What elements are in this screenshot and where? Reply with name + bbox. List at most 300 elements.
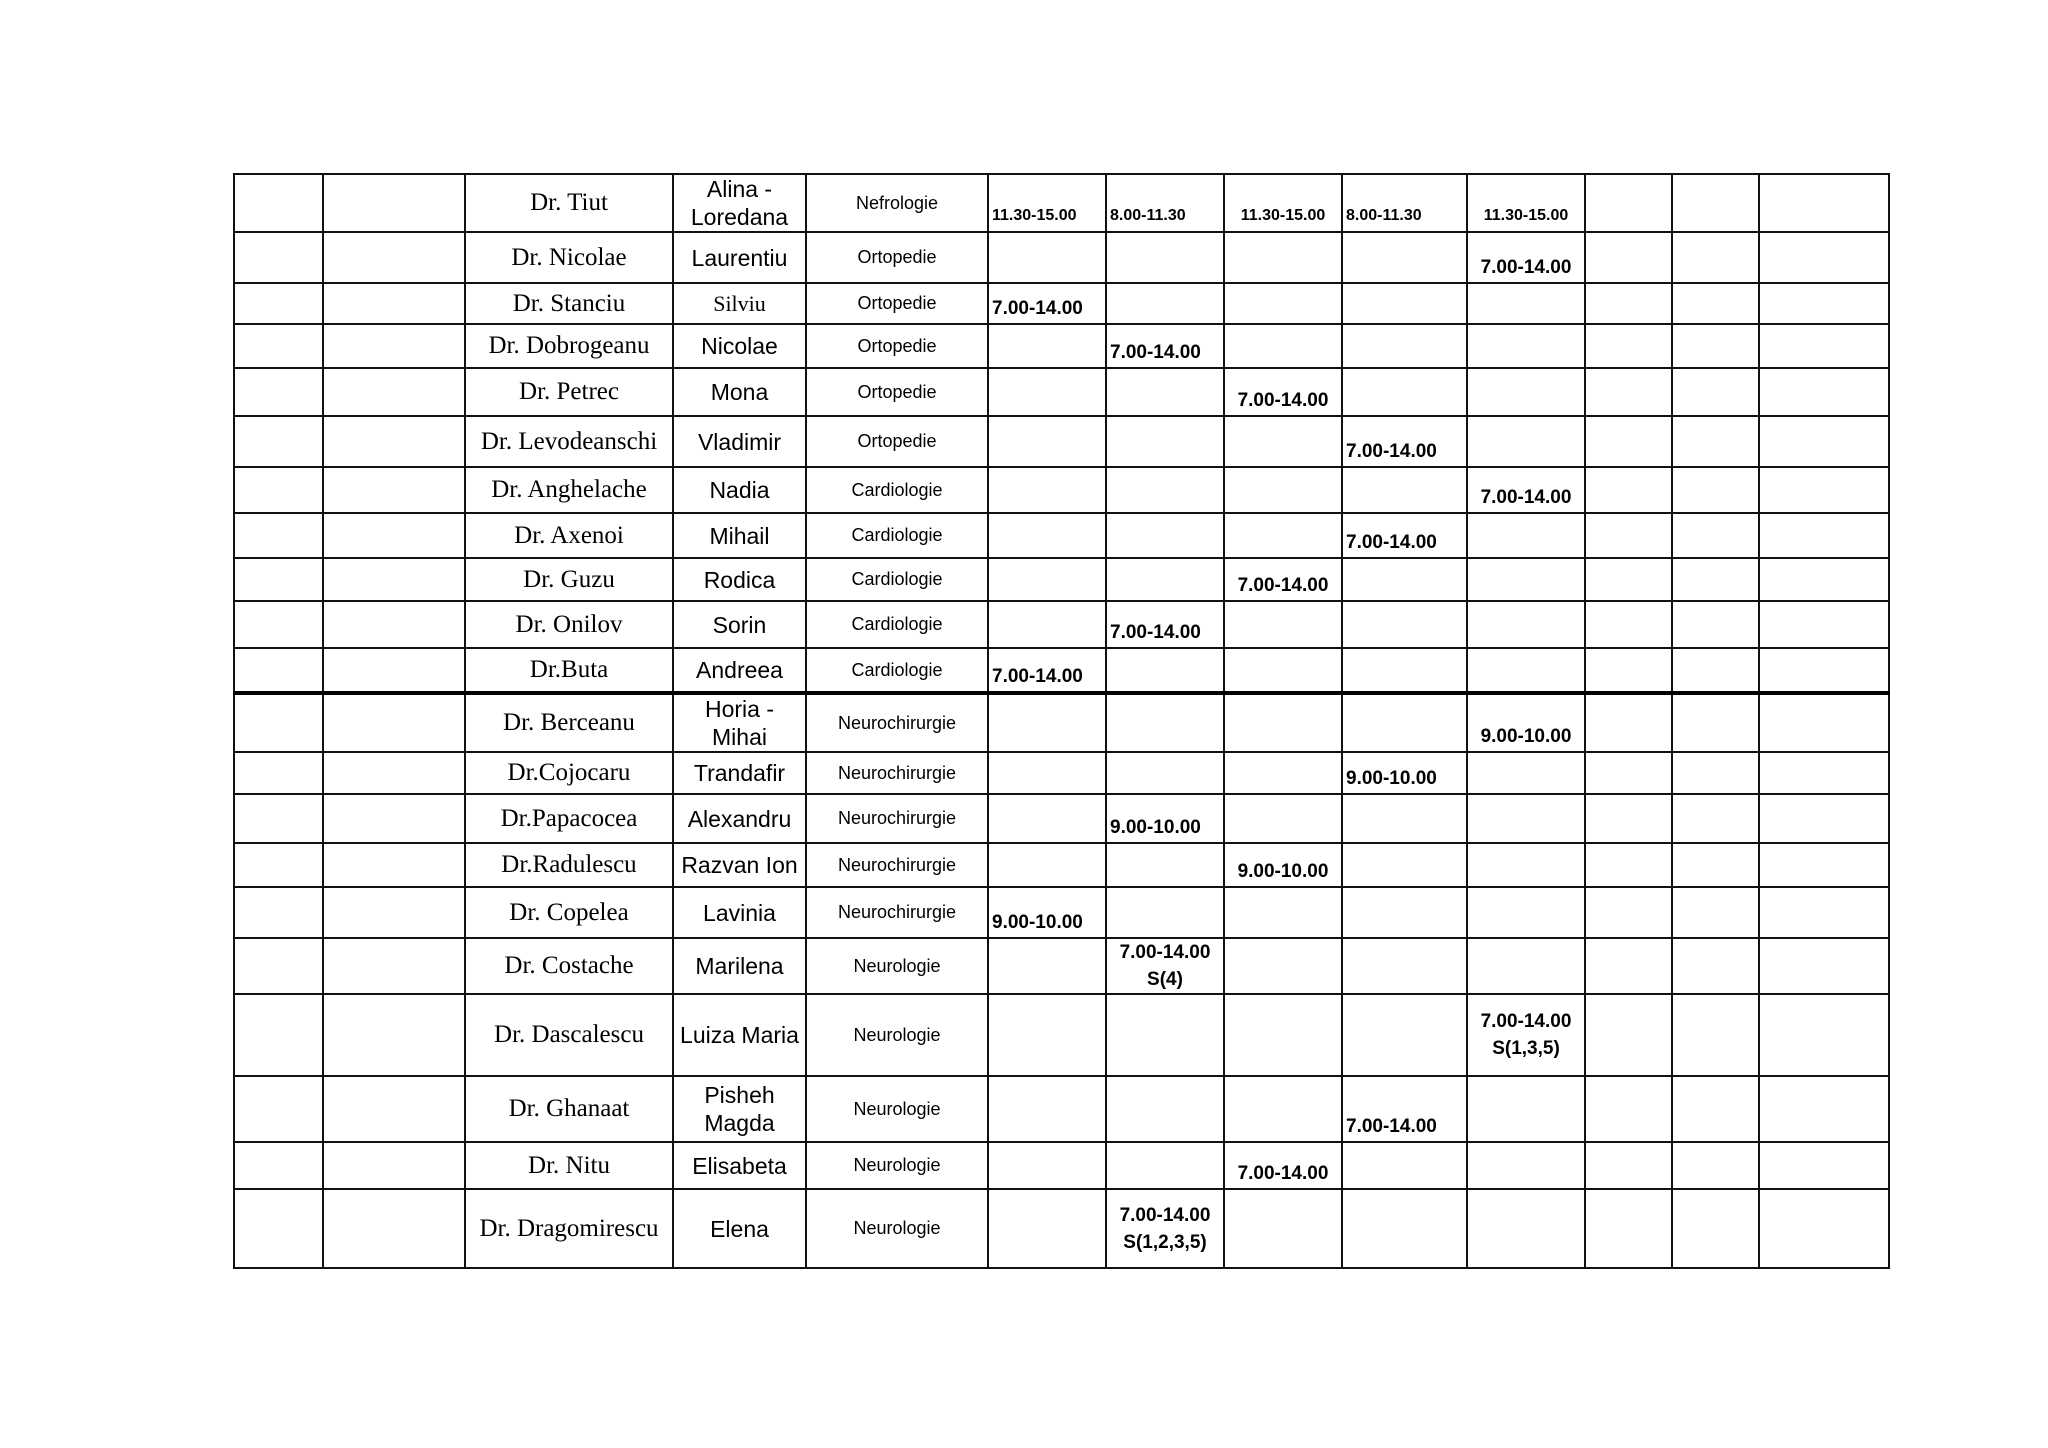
table-row bbox=[234, 1189, 1889, 1268]
schedule-hours: 11.30-15.00 bbox=[992, 207, 1077, 224]
schedule-cell bbox=[1106, 416, 1224, 467]
doctor-name: Dr.Cojocaru bbox=[465, 752, 673, 794]
doctor-name: Dr. Dobrogeanu bbox=[465, 324, 673, 368]
doctor-first-name: Mona bbox=[673, 368, 806, 416]
schedule-cell bbox=[1106, 558, 1224, 601]
doctor-first-name: Sorin bbox=[673, 601, 806, 648]
doctor-first-name: Andreea bbox=[673, 648, 806, 693]
schedule-hours: 11.30-15.00 bbox=[1483, 207, 1569, 224]
doctor-first-name: Razvan Ion bbox=[673, 843, 806, 887]
schedule-hours: 8.00-11.30 bbox=[1346, 207, 1422, 224]
specialty: Nefrologie bbox=[806, 174, 988, 232]
doctor-name: Dr. Levodeanschi bbox=[465, 416, 673, 467]
blank-cell bbox=[1672, 368, 1759, 416]
schedule-cell bbox=[1224, 938, 1342, 994]
blank-cell bbox=[234, 794, 323, 843]
blank-cell bbox=[1672, 693, 1759, 752]
schedule-cell bbox=[1467, 174, 1585, 232]
schedule-cell bbox=[1342, 467, 1467, 513]
blank-cell bbox=[234, 887, 323, 938]
blank-cell bbox=[323, 283, 465, 324]
schedule-cell bbox=[988, 994, 1106, 1076]
schedule-cell bbox=[1342, 843, 1467, 887]
blank-cell bbox=[1759, 416, 1889, 467]
schedule-cell bbox=[1467, 416, 1585, 467]
blank-cell bbox=[1672, 1076, 1759, 1142]
schedule-cell bbox=[1467, 648, 1585, 693]
blank-cell bbox=[1585, 558, 1672, 601]
schedule-cell bbox=[1106, 1076, 1224, 1142]
schedule-cell bbox=[1106, 283, 1224, 324]
blank-cell bbox=[1585, 324, 1672, 368]
schedule-cell bbox=[1224, 232, 1342, 283]
blank-cell bbox=[234, 558, 323, 601]
specialty: Cardiologie bbox=[806, 558, 988, 601]
schedule-cell bbox=[988, 416, 1106, 467]
doctor-first-name: Pisheh Magda bbox=[673, 1076, 806, 1142]
blank-cell bbox=[1672, 794, 1759, 843]
schedule-cell bbox=[1106, 513, 1224, 558]
blank-cell bbox=[1759, 174, 1889, 232]
blank-cell bbox=[1585, 174, 1672, 232]
specialty: Ortopedie bbox=[806, 416, 988, 467]
table-row bbox=[234, 558, 1889, 601]
schedule-cell bbox=[1106, 601, 1224, 648]
schedule-cell bbox=[988, 368, 1106, 416]
schedule-cell bbox=[988, 843, 1106, 887]
schedule-cell bbox=[1224, 1142, 1342, 1189]
doctor-first-name: Alexandru bbox=[673, 794, 806, 843]
schedule-cell bbox=[1106, 887, 1224, 938]
blank-cell bbox=[234, 174, 323, 232]
schedule-hours: 9.00-10.00 bbox=[1480, 726, 1572, 747]
blank-cell bbox=[234, 601, 323, 648]
schedule-hours: 9.00-10.00 bbox=[1237, 861, 1329, 882]
schedule-cell bbox=[1224, 324, 1342, 368]
blank-cell bbox=[1759, 1189, 1889, 1268]
schedule-cell bbox=[1224, 601, 1342, 648]
doctor-first-name: Trandafir bbox=[673, 752, 806, 794]
doctor-name: Dr. Axenoi bbox=[465, 513, 673, 558]
blank-cell bbox=[234, 843, 323, 887]
specialty: Neurochirurgie bbox=[806, 752, 988, 794]
schedule-hours: 11.30-15.00 bbox=[1240, 207, 1326, 224]
blank-cell bbox=[1672, 513, 1759, 558]
schedule-cell bbox=[1467, 1142, 1585, 1189]
blank-cell bbox=[234, 1142, 323, 1189]
table-row bbox=[234, 994, 1889, 1076]
schedule-hours: 7.00-14.00 bbox=[1346, 1116, 1437, 1137]
blank-cell bbox=[323, 513, 465, 558]
blank-cell bbox=[234, 938, 323, 994]
table-row bbox=[234, 324, 1889, 368]
schedule-cell bbox=[1106, 693, 1224, 752]
schedule-cell bbox=[988, 324, 1106, 368]
blank-cell bbox=[1585, 232, 1672, 283]
blank-cell bbox=[1585, 887, 1672, 938]
schedule-hours: 7.00-14.00 bbox=[1346, 532, 1437, 553]
doctor-name: Dr. Berceanu bbox=[465, 693, 673, 752]
blank-cell bbox=[1672, 416, 1759, 467]
schedule-cell bbox=[1342, 938, 1467, 994]
doctor-first-name: Laurentiu bbox=[673, 232, 806, 283]
schedule-hours: 7.00-14.00 bbox=[1110, 622, 1201, 643]
specialty: Neurochirurgie bbox=[806, 693, 988, 752]
blank-cell bbox=[323, 752, 465, 794]
schedule-cell bbox=[1467, 887, 1585, 938]
schedule-cell bbox=[1224, 843, 1342, 887]
specialty: Ortopedie bbox=[806, 368, 988, 416]
schedule-cell bbox=[1467, 752, 1585, 794]
table-row bbox=[234, 648, 1889, 693]
schedule-cell bbox=[988, 283, 1106, 324]
blank-cell bbox=[1672, 174, 1759, 232]
schedule-cell bbox=[1467, 283, 1585, 324]
schedule-cell bbox=[1342, 693, 1467, 752]
doctor-name: Dr. Tiut bbox=[465, 174, 673, 232]
blank-cell bbox=[323, 1189, 465, 1268]
blank-cell bbox=[323, 174, 465, 232]
schedule-cell bbox=[1224, 887, 1342, 938]
schedule-cell bbox=[988, 558, 1106, 601]
schedule-hours: 7.00-14.00 bbox=[1480, 257, 1572, 278]
doctor-name: Dr.Buta bbox=[465, 648, 673, 693]
doctor-name: Dr. Stanciu bbox=[465, 283, 673, 324]
schedule-cell bbox=[1342, 794, 1467, 843]
blank-cell bbox=[1672, 324, 1759, 368]
blank-cell bbox=[1585, 601, 1672, 648]
blank-cell bbox=[1585, 752, 1672, 794]
schedule-cell bbox=[1106, 324, 1224, 368]
blank-cell bbox=[323, 648, 465, 693]
schedule-hours: 8.00-11.30 bbox=[1110, 207, 1186, 224]
blank-cell bbox=[234, 283, 323, 324]
blank-cell bbox=[1759, 467, 1889, 513]
schedule-hours: 9.00-10.00 bbox=[1110, 817, 1201, 838]
blank-cell bbox=[1759, 843, 1889, 887]
blank-cell bbox=[323, 994, 465, 1076]
blank-cell bbox=[1759, 938, 1889, 994]
blank-cell bbox=[1759, 513, 1889, 558]
table-row bbox=[234, 794, 1889, 843]
table-row bbox=[234, 693, 1889, 752]
schedule-cell bbox=[1467, 794, 1585, 843]
schedule-cell bbox=[1106, 368, 1224, 416]
schedule-cell bbox=[1224, 283, 1342, 324]
schedule-cell bbox=[988, 1189, 1106, 1268]
blank-cell bbox=[1585, 938, 1672, 994]
doctor-name: Dr. Copelea bbox=[465, 887, 673, 938]
blank-cell bbox=[1759, 648, 1889, 693]
schedule-hours: 7.00-14.00 bbox=[992, 298, 1083, 319]
schedule-hours: 7.00-14.00 bbox=[1346, 441, 1437, 462]
doctor-name: Dr. Dascalescu bbox=[465, 994, 673, 1076]
schedule-cell bbox=[1467, 994, 1585, 1076]
schedule-cell bbox=[1106, 843, 1224, 887]
table-row bbox=[234, 416, 1889, 467]
schedule-cell bbox=[1224, 1189, 1342, 1268]
specialty: Neurologie bbox=[806, 938, 988, 994]
schedule-hours: 7.00-14.00 bbox=[1237, 390, 1329, 411]
blank-cell bbox=[1759, 693, 1889, 752]
blank-cell bbox=[323, 1142, 465, 1189]
schedule-cell bbox=[988, 232, 1106, 283]
doctor-name: Dr. Onilov bbox=[465, 601, 673, 648]
specialty: Ortopedie bbox=[806, 283, 988, 324]
doctor-first-name: Nicolae bbox=[673, 324, 806, 368]
schedule-cell bbox=[1467, 513, 1585, 558]
table-row bbox=[234, 467, 1889, 513]
blank-cell bbox=[1759, 794, 1889, 843]
blank-cell bbox=[323, 467, 465, 513]
blank-cell bbox=[1672, 994, 1759, 1076]
blank-cell bbox=[1759, 1076, 1889, 1142]
specialty: Neurologie bbox=[806, 1142, 988, 1189]
specialty: Cardiologie bbox=[806, 467, 988, 513]
doctor-name: Dr. Dragomirescu bbox=[465, 1189, 673, 1268]
schedule-cell bbox=[1467, 601, 1585, 648]
schedule-cell bbox=[1342, 994, 1467, 1076]
schedule-cell bbox=[1342, 601, 1467, 648]
doctor-name: Dr.Radulescu bbox=[465, 843, 673, 887]
schedule-cell bbox=[1106, 467, 1224, 513]
schedule-cell bbox=[988, 693, 1106, 752]
schedule-cell bbox=[1342, 283, 1467, 324]
blank-cell bbox=[1585, 648, 1672, 693]
blank-cell bbox=[1672, 467, 1759, 513]
schedule-cell bbox=[1467, 324, 1585, 368]
table-row bbox=[234, 283, 1889, 324]
doctor-first-name: Lavinia bbox=[673, 887, 806, 938]
specialty: Ortopedie bbox=[806, 324, 988, 368]
blank-cell bbox=[1672, 283, 1759, 324]
blank-cell bbox=[1585, 416, 1672, 467]
doctor-name: Dr. Ghanaat bbox=[465, 1076, 673, 1142]
schedule-cell bbox=[1342, 232, 1467, 283]
schedule-cell bbox=[988, 174, 1106, 232]
schedule-cell bbox=[1106, 1142, 1224, 1189]
schedule-cell bbox=[1224, 467, 1342, 513]
table-row bbox=[234, 601, 1889, 648]
schedule-cell bbox=[1224, 368, 1342, 416]
blank-cell bbox=[1585, 1076, 1672, 1142]
blank-cell bbox=[1672, 232, 1759, 283]
schedule-hours: 7.00-14.00 bbox=[992, 666, 1083, 687]
schedule-cell bbox=[1224, 1076, 1342, 1142]
table-row bbox=[234, 752, 1889, 794]
specialty: Neurochirurgie bbox=[806, 887, 988, 938]
doctor-first-name: Elena bbox=[673, 1189, 806, 1268]
schedule-cell bbox=[988, 752, 1106, 794]
schedule-cell bbox=[1106, 1189, 1224, 1268]
schedule-cell bbox=[1467, 232, 1585, 283]
blank-cell bbox=[234, 513, 323, 558]
blank-cell bbox=[1759, 232, 1889, 283]
blank-cell bbox=[1672, 887, 1759, 938]
blank-cell bbox=[1585, 1189, 1672, 1268]
blank-cell bbox=[1585, 1142, 1672, 1189]
blank-cell bbox=[1672, 752, 1759, 794]
schedule-cell bbox=[1467, 558, 1585, 601]
schedule-cell bbox=[988, 938, 1106, 994]
doctor-first-name: Nadia bbox=[673, 467, 806, 513]
blank-cell bbox=[323, 368, 465, 416]
blank-cell bbox=[234, 1076, 323, 1142]
doctor-first-name: Marilena bbox=[673, 938, 806, 994]
schedule-cell bbox=[1106, 174, 1224, 232]
blank-cell bbox=[323, 843, 465, 887]
blank-cell bbox=[234, 994, 323, 1076]
blank-cell bbox=[1759, 887, 1889, 938]
specialty: Neurologie bbox=[806, 1189, 988, 1268]
blank-cell bbox=[1759, 324, 1889, 368]
schedule-cell bbox=[1106, 794, 1224, 843]
blank-cell bbox=[1759, 752, 1889, 794]
blank-cell bbox=[234, 368, 323, 416]
blank-cell bbox=[234, 1189, 323, 1268]
blank-cell bbox=[234, 232, 323, 283]
blank-cell bbox=[1585, 283, 1672, 324]
specialty: Neurologie bbox=[806, 994, 988, 1076]
blank-cell bbox=[323, 794, 465, 843]
schedule-cell bbox=[988, 601, 1106, 648]
doctor-first-name: Alina - Loredana bbox=[673, 174, 806, 232]
schedule-cell bbox=[1224, 693, 1342, 752]
doctor-first-name: Horia - Mihai bbox=[673, 693, 806, 752]
blank-cell bbox=[323, 416, 465, 467]
schedule-hours: 9.00-10.00 bbox=[1346, 768, 1437, 789]
blank-cell bbox=[1672, 1142, 1759, 1189]
blank-cell bbox=[1585, 513, 1672, 558]
schedule-cell bbox=[988, 794, 1106, 843]
doctor-name: Dr. Guzu bbox=[465, 558, 673, 601]
schedule-cell bbox=[1342, 324, 1467, 368]
schedule-cell bbox=[988, 513, 1106, 558]
blank-cell bbox=[1585, 843, 1672, 887]
schedule-cell bbox=[1342, 887, 1467, 938]
schedule-cell bbox=[1342, 1189, 1467, 1268]
doctor-first-name: Mihail bbox=[673, 513, 806, 558]
blank-cell bbox=[234, 416, 323, 467]
schedule-cell bbox=[1467, 1189, 1585, 1268]
schedule-cell bbox=[1224, 648, 1342, 693]
blank-cell bbox=[1585, 794, 1672, 843]
blank-cell bbox=[234, 752, 323, 794]
doctor-first-name: Silviu bbox=[673, 283, 806, 324]
schedule-cell bbox=[1224, 794, 1342, 843]
blank-cell bbox=[1672, 843, 1759, 887]
blank-cell bbox=[323, 324, 465, 368]
schedule-cell bbox=[1106, 994, 1224, 1076]
specialty: Neurochirurgie bbox=[806, 794, 988, 843]
schedule-cell bbox=[1342, 513, 1467, 558]
schedule-cell bbox=[1467, 1076, 1585, 1142]
schedule-cell bbox=[1467, 843, 1585, 887]
blank-cell bbox=[323, 693, 465, 752]
blank-cell bbox=[234, 324, 323, 368]
schedule-cell bbox=[988, 1142, 1106, 1189]
schedule-cell bbox=[1342, 558, 1467, 601]
schedule-cell bbox=[1106, 232, 1224, 283]
schedule-hours: 7.00-14.00 bbox=[1110, 342, 1201, 363]
schedule-cell bbox=[1342, 368, 1467, 416]
doctor-name: Dr. Anghelache bbox=[465, 467, 673, 513]
schedule-hours: 7.00-14.00 S(4) bbox=[1119, 942, 1211, 990]
blank-cell bbox=[1759, 601, 1889, 648]
schedule-cell bbox=[1467, 693, 1585, 752]
blank-cell bbox=[1672, 648, 1759, 693]
schedule-cell bbox=[988, 887, 1106, 938]
blank-cell bbox=[1759, 283, 1889, 324]
table-row bbox=[234, 368, 1889, 416]
blank-cell bbox=[1585, 368, 1672, 416]
schedule-cell bbox=[1224, 994, 1342, 1076]
schedule-cell bbox=[1342, 648, 1467, 693]
blank-cell bbox=[1672, 938, 1759, 994]
schedule-cell bbox=[1467, 368, 1585, 416]
schedule-hours: 7.00-14.00 bbox=[1237, 1163, 1329, 1184]
schedule-cell bbox=[988, 1076, 1106, 1142]
schedule-table bbox=[233, 173, 1890, 1269]
specialty: Neurologie bbox=[806, 1076, 988, 1142]
schedule-cell bbox=[1224, 558, 1342, 601]
schedule-hours: 7.00-14.00 S(1,2,3,5) bbox=[1119, 1204, 1211, 1253]
blank-cell bbox=[1672, 601, 1759, 648]
table-row bbox=[234, 513, 1889, 558]
blank-cell bbox=[323, 938, 465, 994]
table-row bbox=[234, 1142, 1889, 1189]
table-row bbox=[234, 887, 1889, 938]
doctor-first-name: Elisabeta bbox=[673, 1142, 806, 1189]
doctor-first-name: Vladimir bbox=[673, 416, 806, 467]
schedule-cell bbox=[1342, 1076, 1467, 1142]
specialty: Neurochirurgie bbox=[806, 843, 988, 887]
schedule-cell bbox=[1342, 416, 1467, 467]
schedule-cell bbox=[1224, 513, 1342, 558]
table-row bbox=[234, 938, 1889, 994]
blank-cell bbox=[1585, 467, 1672, 513]
blank-cell bbox=[1585, 994, 1672, 1076]
blank-cell bbox=[1672, 1189, 1759, 1268]
schedule-hours: 7.00-14.00 bbox=[1237, 575, 1329, 596]
doctor-name: Dr. Petrec bbox=[465, 368, 673, 416]
schedule-cell bbox=[988, 648, 1106, 693]
schedule-hours: 9.00-10.00 bbox=[992, 912, 1083, 933]
doctor-name: Dr. Nitu bbox=[465, 1142, 673, 1189]
blank-cell bbox=[323, 232, 465, 283]
blank-cell bbox=[234, 467, 323, 513]
specialty: Ortopedie bbox=[806, 232, 988, 283]
doctor-first-name: Luiza Maria bbox=[673, 994, 806, 1076]
blank-cell bbox=[323, 1076, 465, 1142]
schedule-cell bbox=[1224, 416, 1342, 467]
blank-cell bbox=[1759, 994, 1889, 1076]
blank-cell bbox=[234, 693, 323, 752]
blank-cell bbox=[1672, 558, 1759, 601]
doctor-first-name: Rodica bbox=[673, 558, 806, 601]
schedule-cell bbox=[1467, 467, 1585, 513]
blank-cell bbox=[1759, 368, 1889, 416]
table-row bbox=[234, 174, 1889, 232]
schedule-cell bbox=[1106, 752, 1224, 794]
schedule-cell bbox=[1224, 174, 1342, 232]
specialty: Cardiologie bbox=[806, 601, 988, 648]
schedule-cell bbox=[988, 467, 1106, 513]
blank-cell bbox=[1759, 1142, 1889, 1189]
blank-cell bbox=[323, 558, 465, 601]
doctor-name: Dr. Nicolae bbox=[465, 232, 673, 283]
schedule-cell bbox=[1106, 938, 1224, 994]
